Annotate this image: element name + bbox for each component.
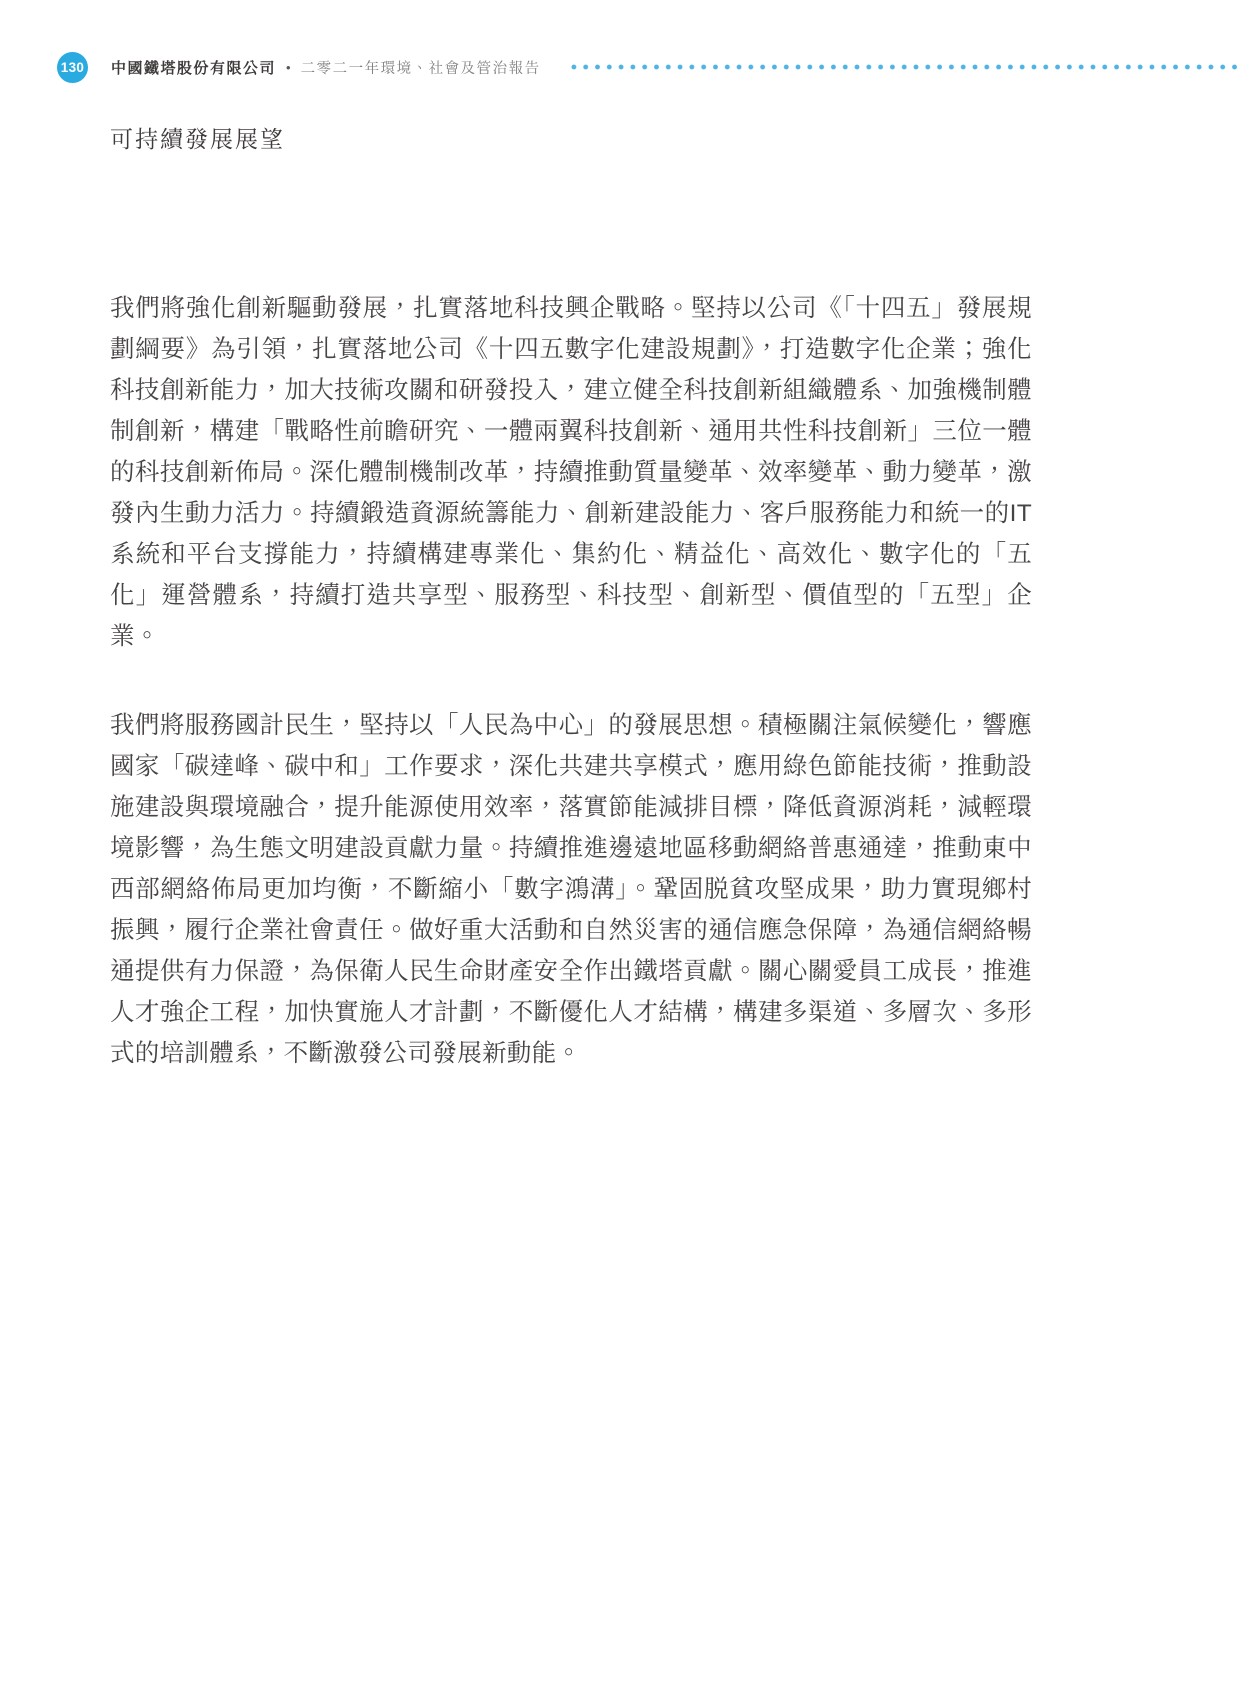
page-number-badge [57, 52, 88, 83]
paragraph-innovation-outlook: 我們將強化創新驅動發展，扎實落地科技興企戰略。堅持以公司《「十四五」發展規劃綱要》為引領，扎實落地公司《十四五數字化建設規劃》，打造數字化企業；強化科技創新能力，加大技術攻關和研發投入，建立健全科技創新組織體系、加強機制體制創新，構建「戰略性前瞻研究、一體兩翼科技創新、通用共性科技創新」三位一體的科技創新佈局。深化體制機制改革，持續推動質量變革、效率變革、動力變革，激發內生動力活力。持續鍛造資源統籌能力、創新建設能力、客戶服務能力和統一的IT系統和平台支撐能力，持續構建專業化、集約化、精益化、高效化、數字化的「五化」運營體系，持續打造共享型、服務型、科技型、創新型、價值型的「五型」企業。 [110, 295, 1032, 650]
body-text [110, 288, 1032, 1074]
bullet-separator-icon: • [286, 59, 291, 75]
section-title: 可持續發展展望 [110, 126, 285, 152]
company-name: 中國鐵塔股份有限公司 [111, 59, 277, 77]
report-title: 二零二一年環境、社會及管治報告 [300, 60, 541, 77]
paragraph-society-outlook: 我們將服務國計民生，堅持以「人民為中心」的發展思想。積極關注氣候變化，響應國家「碳達峰、碳中和」工作要求，深化共建共享模式，應用綠色節能技術，推動設施建設與環境融合，提升能源使用效率，落實節能減排目標，降低資源消耗，減輕環境影響，為生態文明建設貢獻力量。持續推進邊遠地區移動網絡普惠通達，推動東中西部網絡佈局更加均衡，不斷縮小「數字鴻溝」。鞏固脱貧攻堅成果，助力實現鄉村振興，履行企業社會責任。做好重大活動和自然災害的通信應急保障，為通信網絡暢通提供有力保證，為保衛人民生命財產安全作出鐵塔貢獻。關心關愛員工成長，推進人才強企工程，加快實施人才計劃，不斷優化人才結構，構建多渠道、多層次、多形式的培訓體系，不斷激發公司發展新動能。 [110, 712, 1032, 1067]
page-header [57, 51, 1240, 83]
page-number: 130 [60, 59, 85, 75]
dotted-rule-decoration [568, 64, 1240, 70]
